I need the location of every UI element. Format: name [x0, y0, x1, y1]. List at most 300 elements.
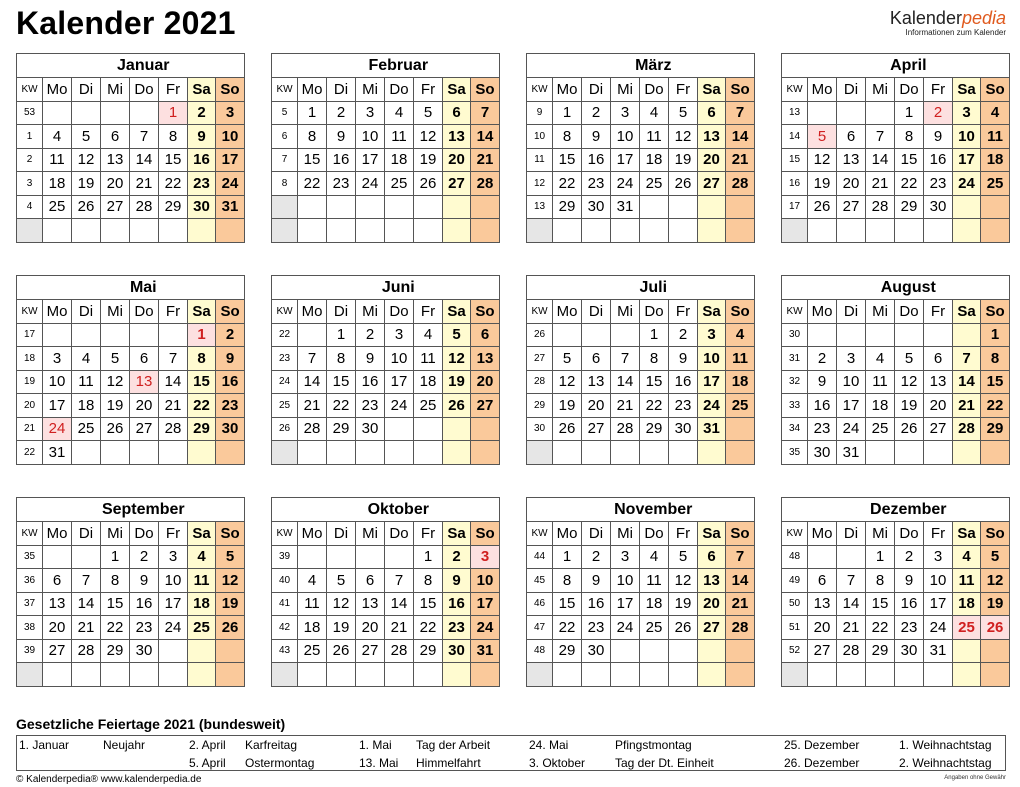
day-cell: 18 [414, 370, 443, 394]
day-cell: 1 [298, 101, 327, 125]
month-name-spacer [527, 498, 553, 522]
month-name-spacer [782, 54, 808, 78]
day-cell: 24 [698, 394, 726, 418]
week-number: 15 [782, 148, 808, 172]
holidays-section [16, 716, 1006, 771]
day-cell: 7 [159, 347, 188, 371]
day-cell: 23 [924, 172, 953, 196]
day-cell: 21 [837, 616, 866, 640]
weekday-header: KW [527, 78, 553, 102]
week-number: 21 [17, 417, 43, 441]
week-number: 28 [527, 370, 553, 394]
day-cell: 30 [356, 417, 385, 441]
day-cell: 25 [43, 195, 72, 219]
day-cell: 23 [188, 172, 216, 196]
day-cell: 20 [698, 592, 726, 616]
day-cell: 11 [953, 569, 981, 593]
holiday-date: 1. Mai [359, 738, 392, 752]
day-cell-empty [726, 195, 755, 219]
day-cell: 5 [443, 323, 471, 347]
day-cell: 18 [866, 394, 895, 418]
day-cell-empty [101, 663, 130, 687]
day-cell-empty [443, 219, 471, 243]
day-cell: 12 [808, 148, 837, 172]
day-cell-empty [726, 441, 755, 465]
day-cell: 21 [611, 394, 640, 418]
day-cell: 12 [981, 569, 1010, 593]
day-cell: 14 [159, 370, 188, 394]
week-number [527, 219, 553, 243]
day-cell: 22 [866, 616, 895, 640]
day-cell: 28 [72, 639, 101, 663]
day-cell: 5 [327, 569, 356, 593]
weekday-header: Mo [43, 78, 72, 102]
day-cell-empty [895, 323, 924, 347]
day-cell: 29 [553, 195, 582, 219]
day-cell: 2 [327, 101, 356, 125]
day-cell-empty [130, 441, 159, 465]
weekday-header: Do [895, 78, 924, 102]
day-cell: 9 [924, 125, 953, 149]
day-cell: 22 [414, 616, 443, 640]
brand-name-b: pedia [961, 8, 1006, 28]
day-cell: 3 [924, 545, 953, 569]
day-cell-empty [130, 219, 159, 243]
day-cell: 5 [101, 347, 130, 371]
weekday-header: So [216, 300, 245, 324]
week-number: 22 [17, 441, 43, 465]
day-cell: 2 [808, 347, 837, 371]
day-cell: 3 [471, 545, 500, 569]
day-cell: 23 [216, 394, 245, 418]
day-cell-empty [356, 219, 385, 243]
day-cell-empty [808, 101, 837, 125]
weekday-header: Mi [611, 300, 640, 324]
day-cell: 15 [414, 592, 443, 616]
day-cell: 11 [640, 569, 669, 593]
day-cell-empty [356, 195, 385, 219]
day-cell-empty [327, 441, 356, 465]
day-cell: 15 [188, 370, 216, 394]
day-cell: 9 [130, 569, 159, 593]
day-cell: 14 [611, 370, 640, 394]
day-cell-empty [385, 417, 414, 441]
day-cell: 4 [72, 347, 101, 371]
day-cell: 16 [582, 148, 611, 172]
day-cell: 30 [582, 195, 611, 219]
month-oktober [271, 497, 499, 687]
day-cell: 16 [443, 592, 471, 616]
weekday-header: Sa [443, 78, 471, 102]
day-cell-empty [726, 639, 755, 663]
day-cell-empty [298, 219, 327, 243]
day-cell: 5 [72, 125, 101, 149]
holiday-date: 24. Mai [529, 738, 569, 752]
month-name: Januar [43, 54, 245, 78]
day-cell: 25 [640, 616, 669, 640]
day-cell: 15 [101, 592, 130, 616]
weekday-header: Mi [101, 522, 130, 546]
day-cell: 6 [443, 101, 471, 125]
day-cell: 13 [924, 370, 953, 394]
day-cell: 9 [582, 569, 611, 593]
day-cell: 16 [924, 148, 953, 172]
holiday-name: Karfreitag [245, 738, 298, 752]
weekday-header: Do [385, 300, 414, 324]
day-cell: 1 [866, 545, 895, 569]
weekday-header: Di [327, 300, 356, 324]
week-number: 22 [272, 323, 298, 347]
month-name: November [553, 498, 755, 522]
day-cell: 13 [471, 347, 500, 371]
day-cell: 5 [216, 545, 245, 569]
day-cell: 20 [471, 370, 500, 394]
footer-copyright: © Kalenderpedia® www.kalenderpedia.de [16, 774, 202, 785]
day-cell: 13 [582, 370, 611, 394]
month-name: September [43, 498, 245, 522]
month-name-spacer [527, 54, 553, 78]
day-cell: 28 [159, 417, 188, 441]
day-cell: 5 [414, 101, 443, 125]
week-number: 7 [272, 148, 298, 172]
weekday-header: So [471, 78, 500, 102]
weekday-header: Do [130, 300, 159, 324]
day-cell: 2 [188, 101, 216, 125]
day-cell: 11 [640, 125, 669, 149]
day-cell-empty [837, 219, 866, 243]
weekday-header: Di [837, 522, 866, 546]
week-number: 18 [17, 347, 43, 371]
weekday-header: Do [640, 522, 669, 546]
day-cell-empty [130, 323, 159, 347]
day-cell: 27 [837, 195, 866, 219]
day-cell: 17 [837, 394, 866, 418]
day-cell: 4 [981, 101, 1010, 125]
day-cell: 11 [72, 370, 101, 394]
weekday-header: So [216, 78, 245, 102]
day-cell: 24 [611, 616, 640, 640]
day-cell-empty [298, 323, 327, 347]
day-cell: 10 [159, 569, 188, 593]
day-cell: 24 [953, 172, 981, 196]
day-cell: 9 [808, 370, 837, 394]
day-cell-empty [726, 417, 755, 441]
day-cell: 28 [726, 172, 755, 196]
day-cell: 19 [981, 592, 1010, 616]
day-cell: 10 [356, 125, 385, 149]
day-cell: 29 [640, 417, 669, 441]
week-number: 27 [527, 347, 553, 371]
day-cell: 10 [953, 125, 981, 149]
day-cell: 9 [669, 347, 698, 371]
weekday-header: Sa [953, 522, 981, 546]
month-name: Juli [553, 276, 755, 300]
month-name-spacer [17, 276, 43, 300]
day-cell-empty [953, 195, 981, 219]
day-cell-empty [698, 663, 726, 687]
day-cell: 15 [866, 592, 895, 616]
day-cell: 15 [553, 148, 582, 172]
day-cell: 17 [924, 592, 953, 616]
weekday-header: Fr [414, 522, 443, 546]
day-cell: 27 [443, 172, 471, 196]
month-name: Oktober [298, 498, 500, 522]
day-cell-empty [808, 219, 837, 243]
day-cell: 27 [356, 639, 385, 663]
week-number: 20 [17, 394, 43, 418]
day-cell-empty [443, 417, 471, 441]
day-cell: 27 [582, 417, 611, 441]
day-cell: 4 [43, 125, 72, 149]
day-cell: 16 [130, 592, 159, 616]
day-cell-empty [981, 441, 1010, 465]
day-cell-empty [414, 417, 443, 441]
weekday-header: Fr [669, 300, 698, 324]
day-cell: 30 [895, 639, 924, 663]
day-cell-empty [101, 323, 130, 347]
weekday-header: Mi [866, 300, 895, 324]
day-cell-empty [582, 441, 611, 465]
day-cell: 29 [327, 417, 356, 441]
day-cell: 2 [924, 101, 953, 125]
day-cell-empty [895, 663, 924, 687]
day-cell: 17 [611, 592, 640, 616]
day-cell: 17 [953, 148, 981, 172]
weekday-header: So [216, 522, 245, 546]
day-cell-empty [669, 195, 698, 219]
day-cell: 8 [327, 347, 356, 371]
day-cell: 26 [669, 172, 698, 196]
day-cell-empty [837, 663, 866, 687]
day-cell: 19 [72, 172, 101, 196]
day-cell: 29 [895, 195, 924, 219]
day-cell: 4 [188, 545, 216, 569]
day-cell: 7 [953, 347, 981, 371]
holiday-date: 3. Oktober [529, 756, 586, 770]
day-cell: 13 [698, 125, 726, 149]
day-cell: 22 [327, 394, 356, 418]
weekday-header: Do [895, 522, 924, 546]
day-cell-empty [298, 441, 327, 465]
day-cell-empty [640, 639, 669, 663]
week-number: 32 [782, 370, 808, 394]
day-cell: 13 [698, 569, 726, 593]
day-cell: 24 [471, 616, 500, 640]
day-cell: 24 [924, 616, 953, 640]
day-cell-empty [669, 663, 698, 687]
week-number: 39 [17, 639, 43, 663]
weekday-header: KW [272, 300, 298, 324]
month-august [781, 275, 1009, 465]
day-cell: 31 [698, 417, 726, 441]
day-cell: 7 [385, 569, 414, 593]
weekday-header: Sa [188, 78, 216, 102]
day-cell: 22 [101, 616, 130, 640]
weekday-header: Do [895, 300, 924, 324]
day-cell: 3 [43, 347, 72, 371]
day-cell: 14 [72, 592, 101, 616]
weekday-header: KW [17, 78, 43, 102]
day-cell: 26 [216, 616, 245, 640]
day-cell: 9 [895, 569, 924, 593]
day-cell: 10 [43, 370, 72, 394]
day-cell-empty [43, 663, 72, 687]
day-cell-empty [981, 195, 1010, 219]
day-cell: 1 [895, 101, 924, 125]
week-number: 23 [272, 347, 298, 371]
day-cell-empty [924, 441, 953, 465]
day-cell-empty [443, 441, 471, 465]
week-number: 10 [527, 125, 553, 149]
day-cell-empty [837, 323, 866, 347]
weekday-header: Mo [298, 300, 327, 324]
week-number: 19 [17, 370, 43, 394]
week-number: 16 [782, 172, 808, 196]
weekday-header: Di [72, 300, 101, 324]
day-cell: 23 [327, 172, 356, 196]
day-cell: 27 [698, 616, 726, 640]
month-april [781, 53, 1009, 243]
day-cell-empty [553, 323, 582, 347]
weekday-header: Di [72, 78, 101, 102]
day-cell-empty [101, 219, 130, 243]
day-cell: 4 [953, 545, 981, 569]
day-cell: 12 [895, 370, 924, 394]
day-cell: 16 [582, 592, 611, 616]
day-cell-empty [216, 441, 245, 465]
day-cell-empty [385, 545, 414, 569]
week-number: 29 [527, 394, 553, 418]
day-cell: 31 [471, 639, 500, 663]
day-cell: 13 [356, 592, 385, 616]
day-cell: 15 [981, 370, 1010, 394]
day-cell: 9 [327, 125, 356, 149]
day-cell-empty [159, 663, 188, 687]
month-name-spacer [527, 276, 553, 300]
day-cell: 22 [159, 172, 188, 196]
day-cell-empty [471, 219, 500, 243]
day-cell: 17 [471, 592, 500, 616]
day-cell-empty [953, 663, 981, 687]
day-cell: 2 [216, 323, 245, 347]
week-number: 3 [17, 172, 43, 196]
day-cell: 8 [159, 125, 188, 149]
day-cell: 28 [866, 195, 895, 219]
week-number: 39 [272, 545, 298, 569]
day-cell: 2 [356, 323, 385, 347]
day-cell: 27 [43, 639, 72, 663]
weekday-header: Do [130, 78, 159, 102]
day-cell-empty [582, 663, 611, 687]
day-cell-empty [698, 195, 726, 219]
day-cell: 12 [72, 148, 101, 172]
brand-name-a: Kalender [889, 8, 962, 28]
day-cell-empty [866, 663, 895, 687]
day-cell: 2 [582, 101, 611, 125]
day-cell: 20 [130, 394, 159, 418]
day-cell: 20 [924, 394, 953, 418]
day-cell: 30 [188, 195, 216, 219]
day-cell: 12 [101, 370, 130, 394]
day-cell-empty [298, 545, 327, 569]
week-number [272, 219, 298, 243]
day-cell: 4 [414, 323, 443, 347]
day-cell-empty [72, 101, 101, 125]
day-cell-empty [471, 195, 500, 219]
weekday-header: Sa [443, 522, 471, 546]
day-cell: 13 [808, 592, 837, 616]
day-cell: 20 [698, 148, 726, 172]
holiday-date: 2. April [189, 738, 226, 752]
weekday-header: KW [272, 78, 298, 102]
day-cell: 16 [808, 394, 837, 418]
day-cell: 14 [385, 592, 414, 616]
day-cell: 8 [640, 347, 669, 371]
day-cell-empty [866, 101, 895, 125]
day-cell-empty [611, 441, 640, 465]
weekday-header: Di [837, 78, 866, 102]
day-cell: 9 [356, 347, 385, 371]
week-number: 41 [272, 592, 298, 616]
day-cell: 21 [130, 172, 159, 196]
day-cell: 20 [101, 172, 130, 196]
month-mai [16, 275, 244, 465]
day-cell-empty [640, 441, 669, 465]
day-cell: 1 [188, 323, 216, 347]
day-cell-empty [356, 441, 385, 465]
day-cell: 16 [188, 148, 216, 172]
day-cell: 24 [356, 172, 385, 196]
day-cell-empty [159, 323, 188, 347]
day-cell: 30 [924, 195, 953, 219]
day-cell: 21 [298, 394, 327, 418]
day-cell: 11 [298, 592, 327, 616]
day-cell: 6 [924, 347, 953, 371]
weekday-header: KW [17, 522, 43, 546]
day-cell-empty [953, 323, 981, 347]
day-cell-empty [188, 219, 216, 243]
day-cell: 17 [216, 148, 245, 172]
day-cell: 9 [216, 347, 245, 371]
week-number: 24 [272, 370, 298, 394]
day-cell-empty [924, 219, 953, 243]
week-number: 26 [527, 323, 553, 347]
day-cell: 17 [698, 370, 726, 394]
weekday-header: Sa [188, 300, 216, 324]
month-juni [271, 275, 499, 465]
day-cell: 14 [726, 125, 755, 149]
month-name: August [808, 276, 1010, 300]
day-cell: 1 [101, 545, 130, 569]
day-cell: 17 [159, 592, 188, 616]
day-cell-empty [953, 219, 981, 243]
day-cell-empty [101, 441, 130, 465]
day-cell-empty [159, 219, 188, 243]
day-cell: 6 [471, 323, 500, 347]
day-cell: 2 [130, 545, 159, 569]
weekday-header: Fr [924, 522, 953, 546]
day-cell: 5 [553, 347, 582, 371]
weekday-header: So [726, 522, 755, 546]
day-cell: 18 [981, 148, 1010, 172]
day-cell: 20 [582, 394, 611, 418]
day-cell-empty [327, 195, 356, 219]
day-cell-empty [159, 441, 188, 465]
day-cell: 10 [924, 569, 953, 593]
day-cell: 14 [837, 592, 866, 616]
week-number: 35 [17, 545, 43, 569]
week-number: 31 [782, 347, 808, 371]
